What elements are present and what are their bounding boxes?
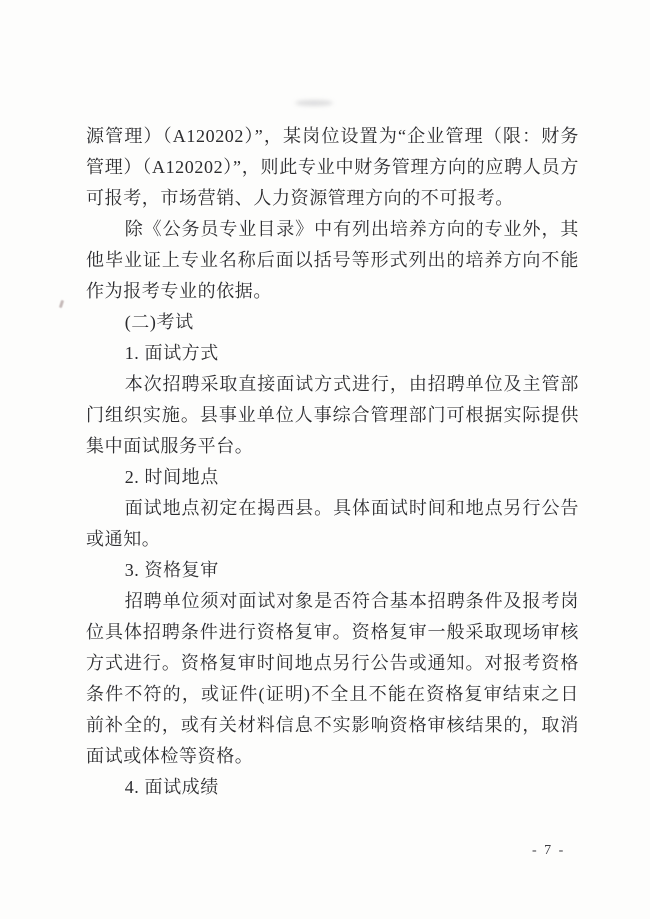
subsection-heading-interview-method: 1. 面试方式 [124, 343, 219, 363]
document-body [86, 121, 579, 803]
scan-artifact-smudge [295, 100, 333, 106]
subsection-heading-time-place: 2. 时间地点 [124, 467, 219, 487]
subsection-heading-interview-score: 4. 面试成绩 [124, 777, 219, 797]
paragraph: 招聘单位须对面试对象是否符合基本招聘条件及报考岗位具体招聘条件进行资格复审。资格复审一般采取现场审核方式进行。资格复审时间地点另行公告或通知。对报考资格条件不符的，或证件(证明)不全且不能在资格复审结束之日前补全的，或有关材料信息不实影响资格审核结果的，取消面试或体检等资格。 [86, 591, 579, 766]
paragraph: 面试地点初定在揭西县。具体面试时间和地点另行公告或通知。 [86, 498, 579, 549]
subsection-heading-qualification-review: 3. 资格复审 [124, 560, 219, 580]
scan-artifact-speck [59, 300, 64, 309]
paragraph-continuation: 源管理）（A120202）”，某岗位设置为“企业管理（限：财务管理）（A120202）”，则此专业中财务管理方向的应聘人员方可报考，市场营销、人力资源管理方向的不可报考。 [86, 126, 579, 208]
page-number: - 7 - [532, 843, 566, 858]
section-heading-exam: (二)考试 [124, 312, 194, 332]
paragraph: 本次招聘采取直接面试方式进行，由招聘单位及主管部门组织实施。县事业单位人事综合管理部门可根据实际提供集中面试服务平台。 [86, 374, 579, 456]
paragraph: 除《公务员专业目录》中有列出培养方向的专业外，其他毕业证上专业名称后面以括号等形式列出的培养方向不能作为报考专业的依据。 [86, 219, 579, 301]
